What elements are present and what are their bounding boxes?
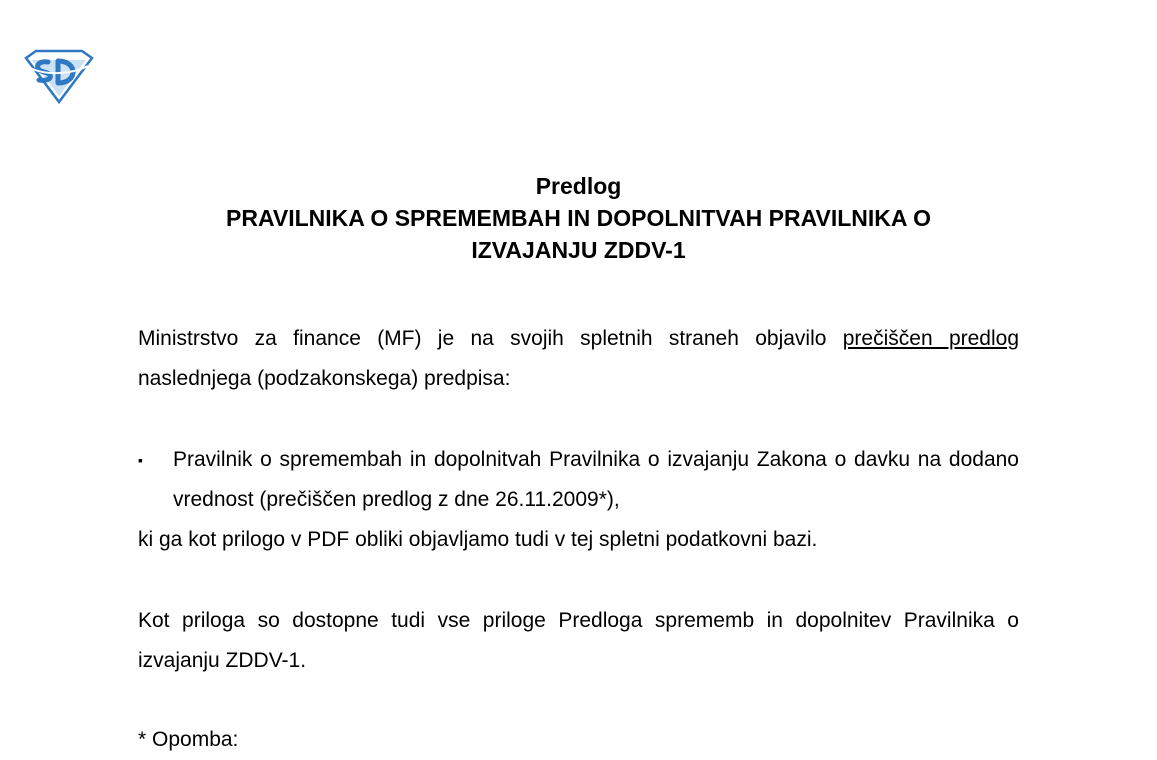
intro-text-after: naslednjega (podzakonskega) predpisa: [138, 367, 511, 390]
after-bullet-paragraph: ki ga kot prilogo v PDF obliki objavljamo tudi v tej spletni podatkovni bazi. [138, 528, 818, 551]
company-logo [22, 48, 96, 104]
title-line-2: PRAVILNIKA O SPREMEMBAH IN DOPOLNITVAH PRAVILNIKA O [226, 205, 931, 231]
list-item [138, 440, 1019, 520]
draft-link[interactable]: prečiščen predlog [842, 327, 1019, 350]
bullet-list [138, 440, 1019, 520]
attachments-paragraph: Kot priloga so dostopne tudi vse priloge Predloga sprememb in dopolnitev Pravilnika o izvajanju ZDDV-1. [138, 609, 1019, 672]
document-title [0, 170, 1157, 266]
list-item-text: Pravilnik o spremembah in dopolnitvah Pravilnika o izvajanju Zakona o davku na dodano vrednost (prečiščen predlog z dne 26.11.2009*), [173, 448, 1019, 511]
bullet-marker-icon: ▪ [138, 452, 143, 468]
sd-logo-icon [22, 48, 96, 104]
intro-text-before: Ministrstvo za finance (MF) je na svojih spletnih straneh objavilo [138, 327, 843, 350]
intro-paragraph [138, 319, 1019, 399]
title-line-3: IZVAJANJU ZDDV-1 [471, 237, 686, 263]
title-line-1: Predlog [535, 173, 622, 199]
note-label: * Opomba: [138, 728, 239, 751]
